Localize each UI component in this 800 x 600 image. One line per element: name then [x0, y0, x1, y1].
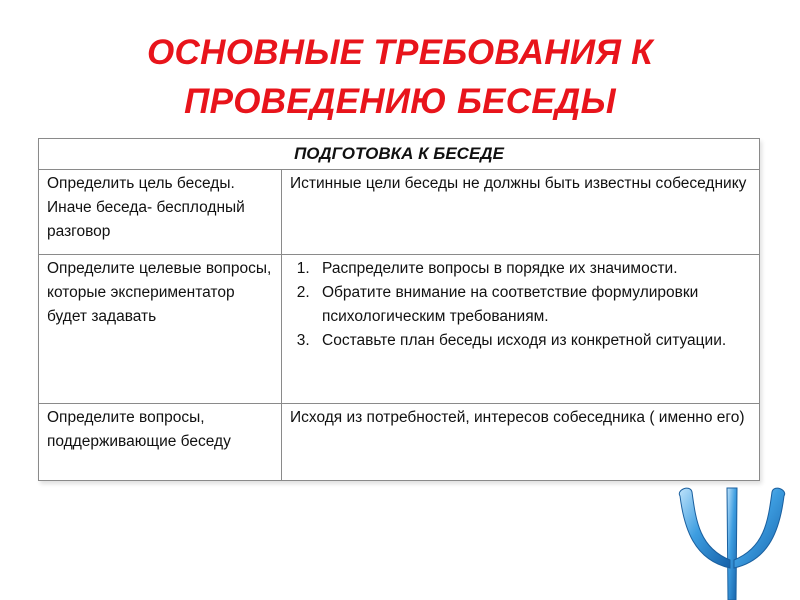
row-2-left-cell: Определите целевые вопросы, которые экспериментатор будет задавать — [39, 255, 282, 404]
table-header: ПОДГОТОВКА К БЕСЕДЕ — [39, 139, 760, 170]
row-1-left-cell: Определить цель беседы. Иначе беседа- бесплодный разговор — [39, 170, 282, 255]
table-header-row — [39, 139, 760, 170]
list-item: 3. Составьте план беседы исходя из конкретной ситуации. — [314, 329, 751, 353]
row-1-right-cell: Истинные цели беседы не должны быть известны собеседнику — [282, 170, 760, 255]
steps-list — [290, 257, 751, 353]
list-item: 1. Распределите вопросы в порядке их значимости. — [314, 257, 751, 281]
slide-title — [0, 28, 800, 126]
table-row — [39, 170, 760, 255]
row-3-left-cell: Определите вопросы, поддерживающие беседу — [39, 404, 282, 481]
title-line-2: ПРОВЕДЕНИЮ БЕСЕДЫ — [184, 82, 616, 121]
table-row — [39, 255, 760, 404]
requirements-table — [38, 138, 760, 481]
list-item: 2. Обратите внимание на соответствие формулировки психологическим требованиям. — [314, 281, 751, 329]
row-2-right-cell — [282, 255, 760, 404]
psi-symbol-icon — [672, 482, 792, 600]
title-line-1: ОСНОВНЫЕ ТРЕБОВАНИЯ К — [147, 33, 653, 72]
table-row — [39, 404, 760, 481]
row-3-right-cell: Исходя из потребностей, интересов собеседника ( именно его) — [282, 404, 760, 481]
